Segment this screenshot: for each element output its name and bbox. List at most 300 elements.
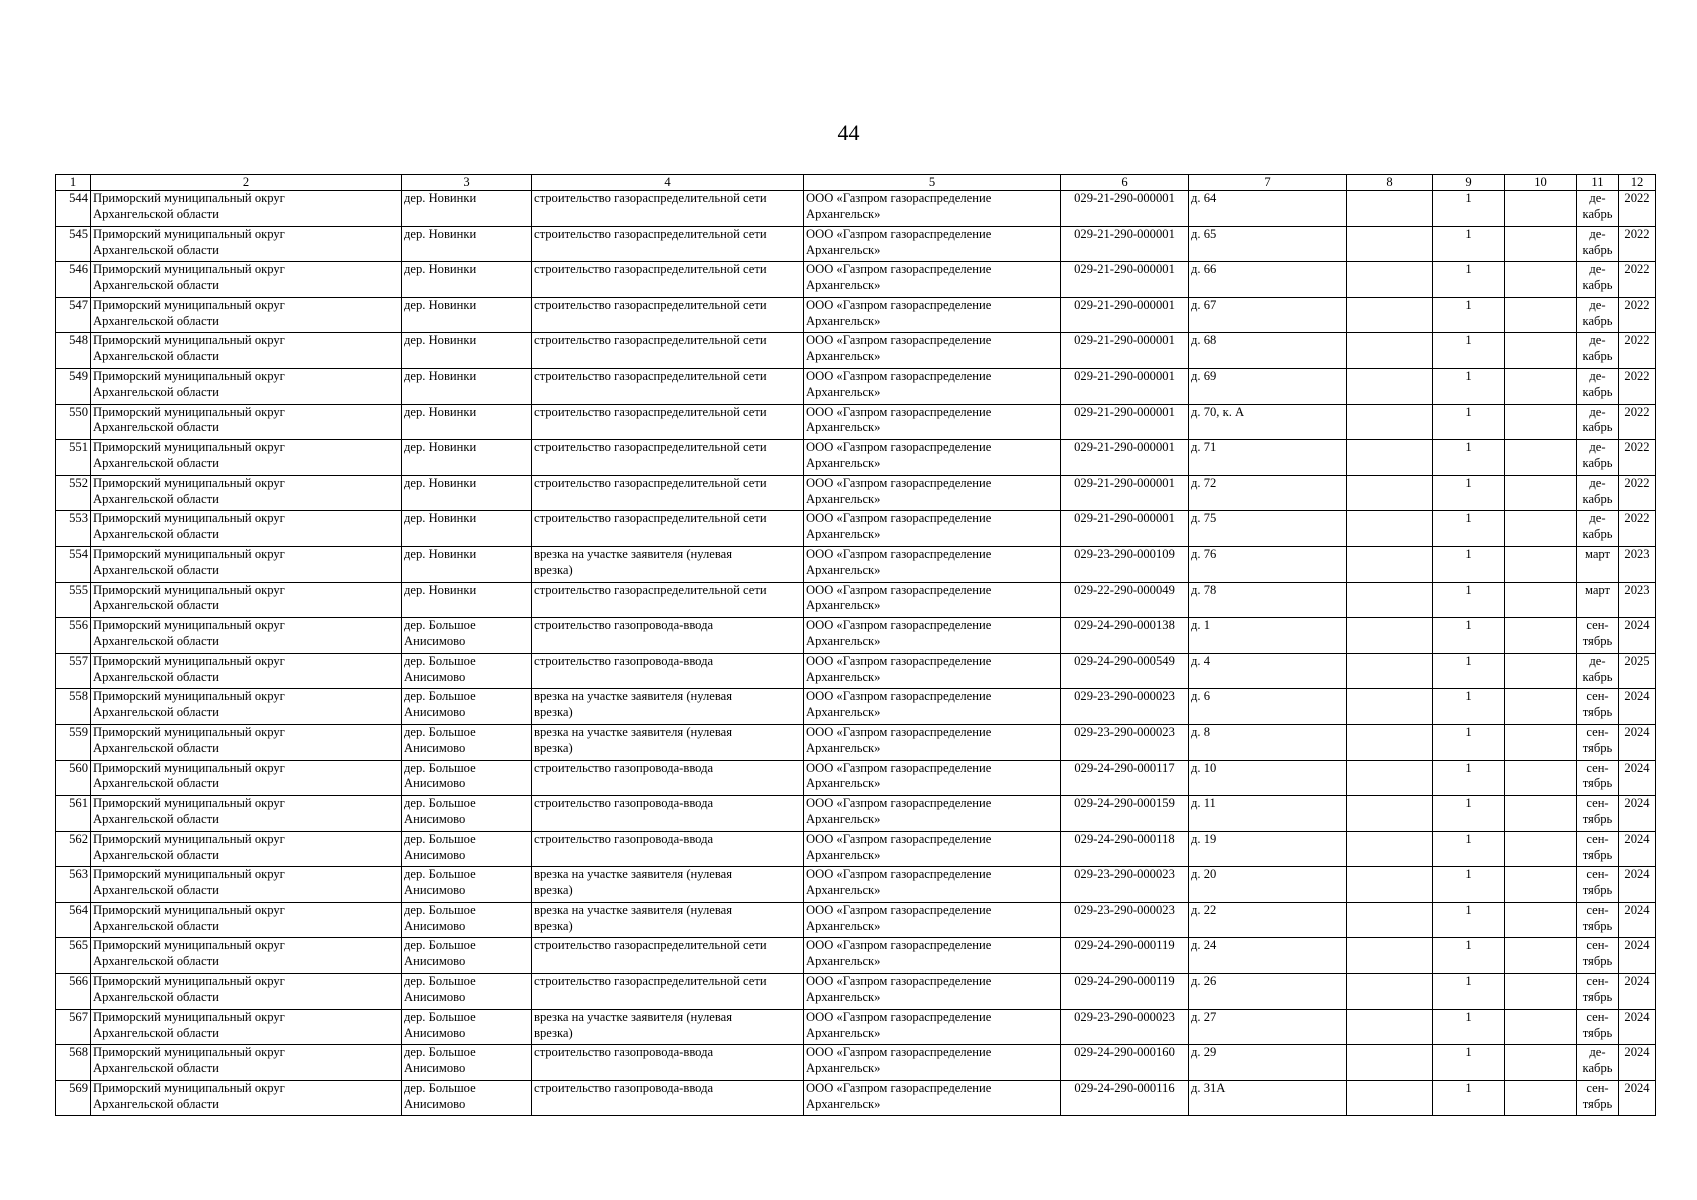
cell-line: Приморский муниципальный округ — [93, 1009, 285, 1024]
cell-line: Архангельск» — [806, 918, 881, 933]
row-number-cell: 547 — [56, 297, 91, 333]
column-8-cell — [1347, 297, 1433, 333]
column-10-cell — [1505, 368, 1577, 404]
quantity-cell: 1 — [1433, 262, 1505, 298]
row-number-cell: 558 — [56, 689, 91, 725]
house-number-cell: д. 75 — [1189, 511, 1347, 547]
row-number-cell: 545 — [56, 226, 91, 262]
organization-cell — [804, 582, 1061, 618]
column-number: 6 — [1061, 175, 1189, 191]
district-cell — [91, 262, 402, 298]
cell-line: Архангельск» — [806, 313, 881, 328]
cell-line: сен- — [1586, 689, 1609, 704]
cell-line: Архангельск» — [806, 812, 881, 826]
column-10-cell — [1505, 191, 1577, 227]
cell-line: Архангельской области — [93, 740, 219, 755]
project-code-cell: 029-24-290-000119 — [1061, 974, 1189, 1010]
table-row — [56, 404, 1656, 440]
cell-line: сен- — [1586, 1009, 1609, 1024]
work-type-cell — [532, 191, 804, 227]
cell-line: строительство газораспределительной сети — [534, 511, 767, 526]
district-cell — [91, 475, 402, 511]
cell-line: сен- — [1586, 974, 1609, 989]
cell-line: строительство газопровода-ввода — [534, 618, 714, 633]
cell-line: строительство газораспределительной сети — [534, 582, 767, 597]
column-8-cell — [1347, 475, 1433, 511]
column-10-cell — [1505, 689, 1577, 725]
organization-cell — [804, 902, 1061, 938]
year-cell: 2022 — [1619, 333, 1656, 369]
month-cell — [1577, 938, 1619, 974]
district-cell — [91, 1080, 402, 1116]
column-8-cell — [1347, 902, 1433, 938]
locality-cell — [402, 297, 532, 333]
cell-line: дер. Новинки — [404, 440, 477, 455]
row-number-cell: 568 — [56, 1045, 91, 1081]
cell-line: Архангельской области — [93, 847, 219, 862]
cell-line: Приморский муниципальный округ — [93, 404, 285, 419]
cell-line: дер. Новинки — [404, 333, 477, 348]
cell-line: дер. Большое — [404, 796, 476, 811]
work-type-cell — [532, 1045, 804, 1081]
locality-cell — [402, 546, 532, 582]
work-type-cell — [532, 511, 804, 547]
cell-line: Приморский муниципальный округ — [93, 831, 285, 846]
column-8-cell — [1347, 511, 1433, 547]
organization-cell — [804, 546, 1061, 582]
project-code-cell: 029-24-290-000160 — [1061, 1045, 1189, 1081]
cell-line: врезка) — [534, 883, 573, 898]
column-number: 11 — [1577, 175, 1619, 191]
cell-line: де- — [1589, 297, 1606, 312]
month-cell — [1577, 475, 1619, 511]
table-row — [56, 796, 1656, 832]
year-cell: 2025 — [1619, 653, 1656, 689]
quantity-cell: 1 — [1433, 618, 1505, 654]
district-cell — [91, 368, 402, 404]
cell-line: тябрь — [1582, 776, 1613, 791]
house-number-cell: д. 68 — [1189, 333, 1347, 369]
table-row — [56, 938, 1656, 974]
cell-line: сен- — [1586, 724, 1609, 739]
cell-line: врезка на участке заявителя (нулевая — [534, 1009, 733, 1024]
month-cell — [1577, 689, 1619, 725]
work-type-cell — [532, 618, 804, 654]
column-8-cell — [1347, 618, 1433, 654]
cell-line: Архангельск» — [806, 776, 881, 791]
cell-line: строительство газораспределительной сети — [534, 404, 767, 419]
row-number-cell: 555 — [56, 582, 91, 618]
cell-line: Архангельск» — [806, 989, 881, 1004]
cell-line: Архангельск» — [806, 562, 881, 577]
table-row — [56, 653, 1656, 689]
cell-line: строительство газопровода-ввода — [534, 653, 714, 668]
cell-line: Архангельской области — [93, 776, 219, 791]
cell-line: март — [1584, 546, 1611, 561]
cell-line: строительство газораспределительной сети — [534, 191, 767, 205]
quantity-cell: 1 — [1433, 546, 1505, 582]
cell-line: Архангельской области — [93, 954, 219, 969]
column-8-cell — [1347, 760, 1433, 796]
organization-cell — [804, 760, 1061, 796]
cell-line: ООО «Газпром газораспределение — [806, 902, 992, 917]
cell-line: де- — [1589, 1045, 1606, 1060]
column-10-cell — [1505, 475, 1577, 511]
cell-line: Архангельск» — [806, 883, 881, 898]
house-number-cell: д. 71 — [1189, 440, 1347, 476]
column-8-cell — [1347, 653, 1433, 689]
house-number-cell: д. 67 — [1189, 297, 1347, 333]
table-row — [56, 689, 1656, 725]
column-8-cell — [1347, 1009, 1433, 1045]
month-cell — [1577, 333, 1619, 369]
month-cell — [1577, 546, 1619, 582]
quantity-cell: 1 — [1433, 297, 1505, 333]
locality-cell — [402, 191, 532, 227]
house-number-cell: д. 78 — [1189, 582, 1347, 618]
cell-line: дер. Новинки — [404, 297, 477, 312]
cell-line: ООО «Газпром газораспределение — [806, 760, 992, 775]
cell-line: Архангельск» — [806, 705, 881, 720]
organization-cell — [804, 796, 1061, 832]
project-code-cell: 029-24-290-000138 — [1061, 618, 1189, 654]
cell-line: строительство газопровода-ввода — [534, 831, 714, 846]
quantity-cell: 1 — [1433, 796, 1505, 832]
column-10-cell — [1505, 902, 1577, 938]
column-number: 3 — [402, 175, 532, 191]
locality-cell — [402, 262, 532, 298]
cell-line: Архангельской области — [93, 669, 219, 684]
year-cell: 2024 — [1619, 902, 1656, 938]
table-row — [56, 191, 1656, 227]
quantity-cell: 1 — [1433, 653, 1505, 689]
cell-line: Архангельск» — [806, 491, 881, 506]
year-cell: 2022 — [1619, 297, 1656, 333]
locality-cell — [402, 760, 532, 796]
row-number-cell: 554 — [56, 546, 91, 582]
cell-line: тябрь — [1582, 918, 1613, 933]
column-8-cell — [1347, 796, 1433, 832]
cell-line: Архангельск» — [806, 1025, 881, 1040]
project-code-cell: 029-21-290-000001 — [1061, 226, 1189, 262]
cell-line: Архангельской области — [93, 242, 219, 257]
column-number: 5 — [804, 175, 1061, 191]
table-row — [56, 974, 1656, 1010]
cell-line: ООО «Газпром газораспределение — [806, 475, 992, 490]
project-code-cell: 029-23-290-000109 — [1061, 546, 1189, 582]
month-cell — [1577, 1009, 1619, 1045]
cell-line: Архангельской области — [93, 812, 219, 826]
cell-line: Архангельской области — [93, 527, 219, 542]
project-code-cell: 029-24-290-000116 — [1061, 1080, 1189, 1116]
row-number-cell: 548 — [56, 333, 91, 369]
cell-line: Архангельской области — [93, 634, 219, 649]
month-cell — [1577, 191, 1619, 227]
column-10-cell — [1505, 938, 1577, 974]
table-row — [56, 475, 1656, 511]
year-cell: 2023 — [1619, 582, 1656, 618]
cell-line: Архангельской области — [93, 278, 219, 293]
cell-line: тябрь — [1582, 1025, 1613, 1040]
district-cell — [91, 689, 402, 725]
project-code-cell: 029-21-290-000001 — [1061, 191, 1189, 227]
cell-line: ООО «Газпром газораспределение — [806, 938, 992, 953]
house-number-cell: д. 11 — [1189, 796, 1347, 832]
work-type-cell — [532, 689, 804, 725]
cell-line: Приморский муниципальный округ — [93, 440, 285, 455]
cell-line: де- — [1589, 368, 1606, 383]
project-code-cell: 029-23-290-000023 — [1061, 867, 1189, 903]
row-number-cell: 562 — [56, 831, 91, 867]
locality-cell — [402, 475, 532, 511]
locality-cell — [402, 368, 532, 404]
cell-line: Архангельской области — [93, 705, 219, 720]
organization-cell — [804, 475, 1061, 511]
cell-line: сен- — [1586, 1080, 1609, 1095]
house-number-cell: д. 8 — [1189, 724, 1347, 760]
house-number-cell: д. 65 — [1189, 226, 1347, 262]
column-8-cell — [1347, 938, 1433, 974]
cell-line: ООО «Газпром газораспределение — [806, 262, 992, 277]
house-number-cell: д. 64 — [1189, 191, 1347, 227]
year-cell: 2022 — [1619, 262, 1656, 298]
cell-line: ООО «Газпром газораспределение — [806, 440, 992, 455]
house-number-cell: д. 1 — [1189, 618, 1347, 654]
cell-line: сен- — [1586, 760, 1609, 775]
cell-line: строительство газопровода-ввода — [534, 1045, 714, 1060]
column-8-cell — [1347, 191, 1433, 227]
work-type-cell — [532, 796, 804, 832]
quantity-cell: 1 — [1433, 191, 1505, 227]
project-code-cell: 029-24-290-000118 — [1061, 831, 1189, 867]
organization-cell — [804, 368, 1061, 404]
cell-line: сен- — [1586, 618, 1609, 633]
cell-line: де- — [1589, 511, 1606, 526]
table-row — [56, 902, 1656, 938]
table-row — [56, 262, 1656, 298]
column-number: 4 — [532, 175, 804, 191]
table-row — [56, 831, 1656, 867]
cell-line: Анисимово — [404, 634, 466, 649]
cell-line: Архангельской области — [93, 918, 219, 933]
year-cell: 2024 — [1619, 974, 1656, 1010]
locality-cell — [402, 440, 532, 476]
row-number-cell: 544 — [56, 191, 91, 227]
project-code-cell: 029-23-290-000023 — [1061, 689, 1189, 725]
cell-line: ООО «Газпром газораспределение — [806, 333, 992, 348]
column-8-cell — [1347, 1080, 1433, 1116]
district-cell — [91, 796, 402, 832]
cell-line: ООО «Газпром газораспределение — [806, 511, 992, 526]
cell-line: дер. Новинки — [404, 226, 477, 241]
cell-line: Приморский муниципальный округ — [93, 938, 285, 953]
district-cell — [91, 867, 402, 903]
cell-line: кабрь — [1582, 1061, 1613, 1076]
cell-line: сен- — [1586, 796, 1609, 811]
cell-line: строительство газопровода-ввода — [534, 760, 714, 775]
cell-line: Архангельск» — [806, 669, 881, 684]
column-10-cell — [1505, 1009, 1577, 1045]
cell-line: дер. Большое — [404, 1009, 476, 1024]
column-10-cell — [1505, 760, 1577, 796]
row-number-cell: 549 — [56, 368, 91, 404]
cell-line: де- — [1589, 262, 1606, 277]
row-number-cell: 564 — [56, 902, 91, 938]
cell-line: дер. Новинки — [404, 368, 477, 383]
column-number: 9 — [1433, 175, 1505, 191]
row-number-cell: 567 — [56, 1009, 91, 1045]
project-code-cell: 029-24-290-000549 — [1061, 653, 1189, 689]
row-number-cell: 561 — [56, 796, 91, 832]
house-number-cell: д. 70, к. А — [1189, 404, 1347, 440]
quantity-cell: 1 — [1433, 1080, 1505, 1116]
cell-line: ООО «Газпром газораспределение — [806, 1009, 992, 1024]
column-10-cell — [1505, 511, 1577, 547]
district-cell — [91, 974, 402, 1010]
cell-line: кабрь — [1582, 491, 1613, 506]
cell-line: Архангельск» — [806, 349, 881, 364]
quantity-cell: 1 — [1433, 724, 1505, 760]
table-row — [56, 618, 1656, 654]
column-8-cell — [1347, 440, 1433, 476]
project-code-cell: 029-21-290-000001 — [1061, 475, 1189, 511]
project-code-cell: 029-22-290-000049 — [1061, 582, 1189, 618]
cell-line: дер. Большое — [404, 618, 476, 633]
column-10-cell — [1505, 1080, 1577, 1116]
district-cell — [91, 902, 402, 938]
work-type-cell — [532, 404, 804, 440]
house-number-cell: д. 29 — [1189, 1045, 1347, 1081]
column-10-cell — [1505, 724, 1577, 760]
cell-line: строительство газораспределительной сети — [534, 368, 767, 383]
month-cell — [1577, 511, 1619, 547]
cell-line: Архангельск» — [806, 420, 881, 435]
year-cell: 2022 — [1619, 368, 1656, 404]
locality-cell — [402, 974, 532, 1010]
district-cell — [91, 938, 402, 974]
year-cell: 2024 — [1619, 1045, 1656, 1081]
cell-line: Приморский муниципальный округ — [93, 867, 285, 882]
cell-line: ООО «Газпром газораспределение — [806, 1045, 992, 1060]
cell-line: Анисимово — [404, 776, 466, 791]
cell-line: Архангельск» — [806, 740, 881, 755]
cell-line: врезка на участке заявителя (нулевая — [534, 867, 733, 882]
project-code-cell: 029-24-290-000159 — [1061, 796, 1189, 832]
work-type-cell — [532, 724, 804, 760]
cell-line: ООО «Газпром газораспределение — [806, 974, 992, 989]
cell-line: Анисимово — [404, 740, 466, 755]
month-cell — [1577, 440, 1619, 476]
year-cell: 2024 — [1619, 724, 1656, 760]
column-8-cell — [1347, 262, 1433, 298]
cell-line: Архангельской области — [93, 562, 219, 577]
organization-cell — [804, 262, 1061, 298]
cell-line: врезка) — [534, 705, 573, 720]
table-row — [56, 333, 1656, 369]
cell-line: Приморский муниципальный округ — [93, 1080, 285, 1095]
cell-line: Архангельской области — [93, 349, 219, 364]
cell-line: дер. Большое — [404, 1080, 476, 1095]
house-number-cell: д. 22 — [1189, 902, 1347, 938]
column-10-cell — [1505, 333, 1577, 369]
house-number-cell: д. 27 — [1189, 1009, 1347, 1045]
quantity-cell: 1 — [1433, 689, 1505, 725]
district-cell — [91, 653, 402, 689]
month-cell — [1577, 297, 1619, 333]
district-cell — [91, 831, 402, 867]
cell-line: ООО «Газпром газораспределение — [806, 546, 992, 561]
cell-line: Архангельской области — [93, 206, 219, 221]
year-cell: 2022 — [1619, 440, 1656, 476]
cell-line: врезка) — [534, 740, 573, 755]
column-8-cell — [1347, 368, 1433, 404]
cell-line: Приморский муниципальный округ — [93, 796, 285, 811]
row-number-cell: 557 — [56, 653, 91, 689]
year-cell: 2022 — [1619, 475, 1656, 511]
organization-cell — [804, 867, 1061, 903]
organization-cell — [804, 974, 1061, 1010]
cell-line: кабрь — [1582, 456, 1613, 471]
cell-line: Приморский муниципальный округ — [93, 724, 285, 739]
quantity-cell: 1 — [1433, 760, 1505, 796]
organization-cell — [804, 333, 1061, 369]
column-10-cell — [1505, 974, 1577, 1010]
cell-line: тябрь — [1582, 705, 1613, 720]
cell-line: кабрь — [1582, 242, 1613, 257]
month-cell — [1577, 262, 1619, 298]
cell-line: дер. Большое — [404, 689, 476, 704]
cell-line: дер. Большое — [404, 831, 476, 846]
column-number: 12 — [1619, 175, 1656, 191]
house-number-cell: д. 24 — [1189, 938, 1347, 974]
organization-cell — [804, 831, 1061, 867]
cell-line: ООО «Газпром газораспределение — [806, 689, 992, 704]
cell-line: Архангельской области — [93, 1061, 219, 1076]
house-number-cell: д. 26 — [1189, 974, 1347, 1010]
cell-line: Архангельск» — [806, 634, 881, 649]
cell-line: Анисимово — [404, 812, 466, 826]
cell-line: дер. Новинки — [404, 546, 477, 561]
cell-line: Архангельской области — [93, 384, 219, 399]
project-code-cell: 029-21-290-000001 — [1061, 404, 1189, 440]
work-type-cell — [532, 226, 804, 262]
year-cell: 2024 — [1619, 867, 1656, 903]
cell-line: Архангельской области — [93, 1096, 219, 1111]
work-type-cell — [532, 333, 804, 369]
cell-line: Анисимово — [404, 1025, 466, 1040]
locality-cell — [402, 226, 532, 262]
row-number-cell: 565 — [56, 938, 91, 974]
column-8-cell — [1347, 724, 1433, 760]
cell-line: тябрь — [1582, 634, 1613, 649]
row-number-cell: 566 — [56, 974, 91, 1010]
cell-line: врезка на участке заявителя (нулевая — [534, 724, 733, 739]
district-cell — [91, 297, 402, 333]
column-8-cell — [1347, 226, 1433, 262]
work-type-cell — [532, 440, 804, 476]
cell-line: Приморский муниципальный округ — [93, 974, 285, 989]
district-cell — [91, 440, 402, 476]
cell-line: Анисимово — [404, 1096, 466, 1111]
house-number-cell: д. 69 — [1189, 368, 1347, 404]
cell-line: дер. Новинки — [404, 582, 477, 597]
cell-line: Анисимово — [404, 669, 466, 684]
project-code-cell: 029-23-290-000023 — [1061, 902, 1189, 938]
cell-line: ООО «Газпром газораспределение — [806, 653, 992, 668]
cell-line: дер. Новинки — [404, 262, 477, 277]
cell-line: Архангельск» — [806, 242, 881, 257]
district-cell — [91, 511, 402, 547]
